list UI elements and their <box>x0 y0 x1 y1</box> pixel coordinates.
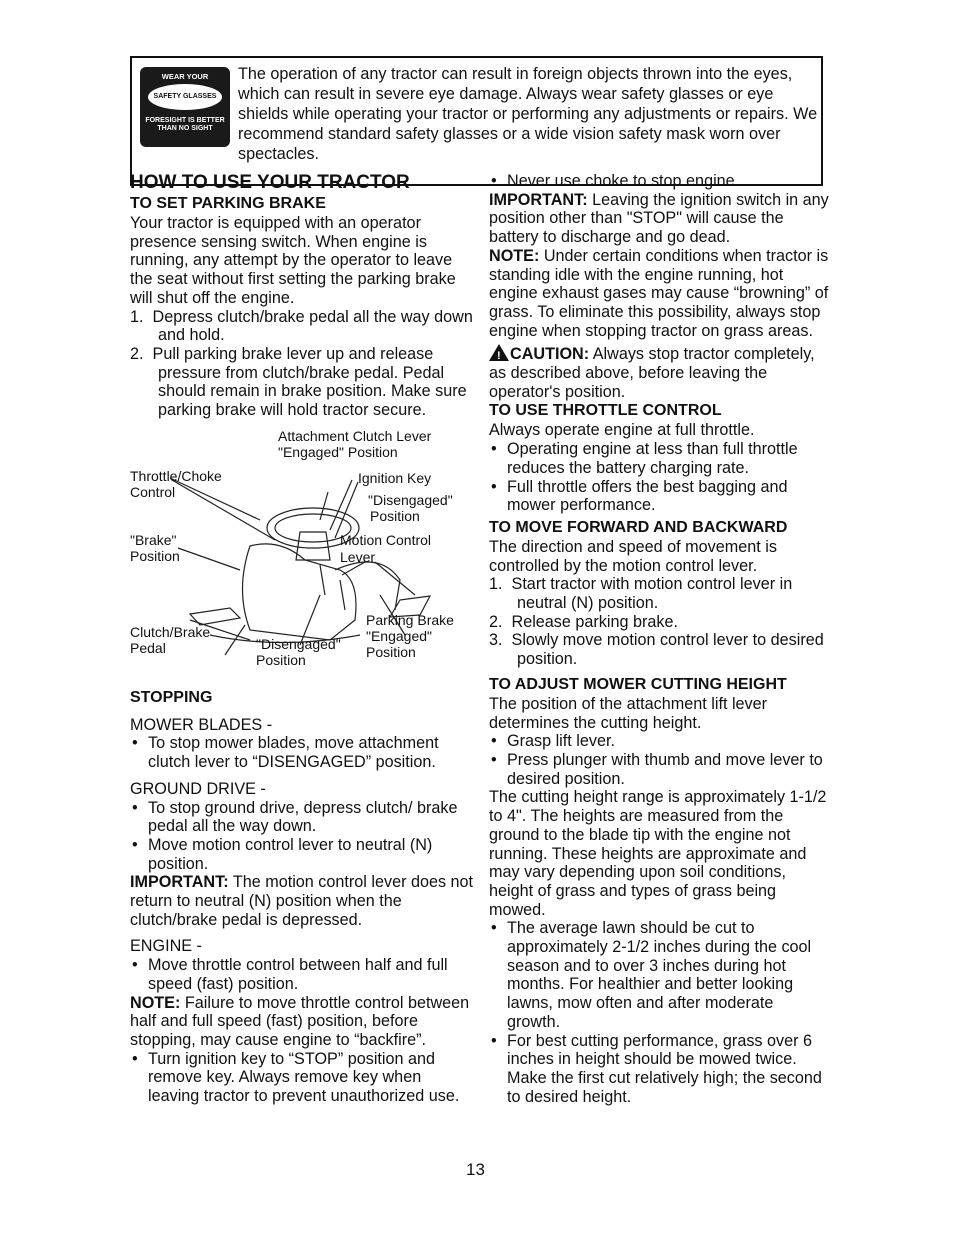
list-item: • The average lawn should be cut to approximately 2-1/2 inches during the cool season and to over 3 inches during hot months. For healthier and better looking lawns, mow often and after moderate growth. <box>489 919 829 1031</box>
badge-text-bottom <box>140 117 230 133</box>
caution-paragraph: ! CAUTION: Always stop tractor completely, as described above, before leaving the operator's position. <box>489 345 815 401</box>
figure-label: Position <box>370 507 420 524</box>
ground-drive-label: GROUND DRIVE - <box>130 779 266 798</box>
badge-text-oval: SAFETY GLASSES <box>148 84 222 110</box>
parking-step: 2. Pull parking brake lever up and release pressure from clutch/brake pedal. Pedal should remain in brake position. Make sure parking brake will hold tractor secure. <box>130 344 467 420</box>
move-intro: The direction and speed of movement is controlled by the motion control lever. <box>489 537 777 575</box>
figure-label: Lever <box>340 548 376 565</box>
cutting-height-paragraph: The cutting height range is approximately 1-1/2 to 4". The heights are measured from the ground to the blade tip with the engine not running. These heights are approximate and may vary depending upon soil conditions, height of grass and types of grass being mowed. <box>489 788 827 919</box>
figure-label: Position <box>366 643 416 660</box>
move-step: 1. Start tractor with motion control lever in neutral (N) position. <box>489 575 793 613</box>
right-column <box>489 172 829 1106</box>
figure-label: Clutch/Brake <box>130 623 211 640</box>
throttle-intro: Always operate engine at full throttle. <box>489 421 755 440</box>
badge-text-bottom-2: THAN NO SIGHT <box>157 125 213 132</box>
list-item: • Move motion control lever to neutral (N) position. <box>130 836 475 873</box>
section-title: HOW TO USE YOUR TRACTOR <box>130 172 410 193</box>
figure-label: Position <box>256 651 306 668</box>
list-item: • Never use choke to stop engine. <box>489 172 829 191</box>
list-item: • Full throttle offers the best bagging and mower performance. <box>489 478 829 515</box>
list-item: • Move throttle control between half and full speed (fast) position. <box>130 956 475 993</box>
parking-brake-intro: Your tractor is equipped with an operator presence sensing switch. When engine is running, any attempt by the operator to leave the seat without first setting the parking brake will shut off the engine. <box>130 214 456 307</box>
list-item: • Operating engine at less than full throttle reduces the battery charging rate. <box>489 440 829 477</box>
parking-step: 1. Depress clutch/brake pedal all the way down and hold. <box>130 307 473 345</box>
mower-blades-label: MOWER BLADES - <box>130 715 273 734</box>
figure-label: "Brake" <box>130 531 177 548</box>
engine-note: NOTE: Failure to move throttle control between half and full speed (fast) position, before stopping, may cause engine to “backfire”. <box>130 993 470 1049</box>
ground-important: IMPORTANT: The motion control lever does not return to neutral (N) position when the clutch/brake pedal is depressed. <box>130 873 474 929</box>
list-item: • Turn ignition key to “STOP” position and remove key. Always remove key when leaving tractor to prevent unauthorized use. <box>130 1050 475 1106</box>
engine-label: ENGINE - <box>130 937 202 956</box>
stopping-heading: STOPPING <box>130 688 213 706</box>
list-item: • To stop ground drive, depress clutch/ brake pedal all the way down. <box>130 799 475 836</box>
figure-label: Throttle/Choke <box>130 467 222 484</box>
tractor-controls-figure <box>130 420 475 688</box>
badge-text-top: WEAR YOUR <box>161 72 209 81</box>
move-step: 3. Slowly move motion control lever to desired position. <box>489 631 824 669</box>
page-number: 13 <box>466 1160 485 1179</box>
figure-label: Motion Control <box>340 531 432 548</box>
parking-brake-heading: TO SET PARKING BRAKE <box>130 195 326 212</box>
figure-label: Position <box>130 547 180 564</box>
list-item: • Grasp lift lever. <box>489 732 829 751</box>
list-item: • For best cutting performance, grass over 6 inches in height should be mowed twice. Make the first cut relatively high; the second to desired height. <box>489 1032 829 1107</box>
move-step: 2. Release parking brake. <box>489 612 678 631</box>
safety-warning-text: The operation of any tractor can result in foreign objects thrown into the eyes, which can result in severe eye damage. Always wear safety glasses or eye shields while operating your tractor or performing any adjustments or repairs. We recommend standard safety glasses or a wide vision safety mask worn over spectacles. <box>238 65 818 163</box>
figure-label: Control <box>130 483 176 500</box>
caution-icon: ! <box>489 344 509 361</box>
figure-label: "Disengaged" <box>256 635 341 652</box>
note-paragraph: NOTE: Under certain conditions when tractor is standing idle with the engine running, hot engine exhaust gases may cause “browning” of grass. To eliminate this possibility, always stop engine when stopping tractor on grass areas. <box>489 246 829 340</box>
figure-label: Parking Brake <box>366 611 454 628</box>
figure-label: Ignition Key <box>358 469 432 486</box>
important-paragraph: IMPORTANT: Leaving the ignition switch in any position other than "STOP" will cause the battery to discharge and go dead. <box>489 190 829 247</box>
left-column <box>130 172 475 1106</box>
safety-glasses-icon <box>140 67 230 147</box>
cutting-height-heading: TO ADJUST MOWER CUTTING HEIGHT <box>489 675 787 693</box>
badge-text-bottom-1: FORESIGHT IS BETTER <box>145 117 225 124</box>
figure-label: Pedal <box>130 639 166 656</box>
safety-warning-box <box>130 56 823 186</box>
throttle-heading: TO USE THROTTLE CONTROL <box>489 402 722 420</box>
move-heading: TO MOVE FORWARD AND BACKWARD <box>489 518 788 536</box>
figure-label: "Engaged" <box>366 627 432 644</box>
list-item: • Press plunger with thumb and move lever to desired position. <box>489 751 829 788</box>
cutting-height-intro: The position of the attachment lift lever determines the cutting height. <box>489 694 768 732</box>
figure-label: "Disengaged" <box>368 491 453 508</box>
figure-label: Attachment Clutch Lever <box>278 427 432 444</box>
list-item: • To stop mower blades, move attachment clutch lever to “DISENGAGED” position. <box>130 734 475 771</box>
figure-label: "Engaged" Position <box>278 443 398 460</box>
